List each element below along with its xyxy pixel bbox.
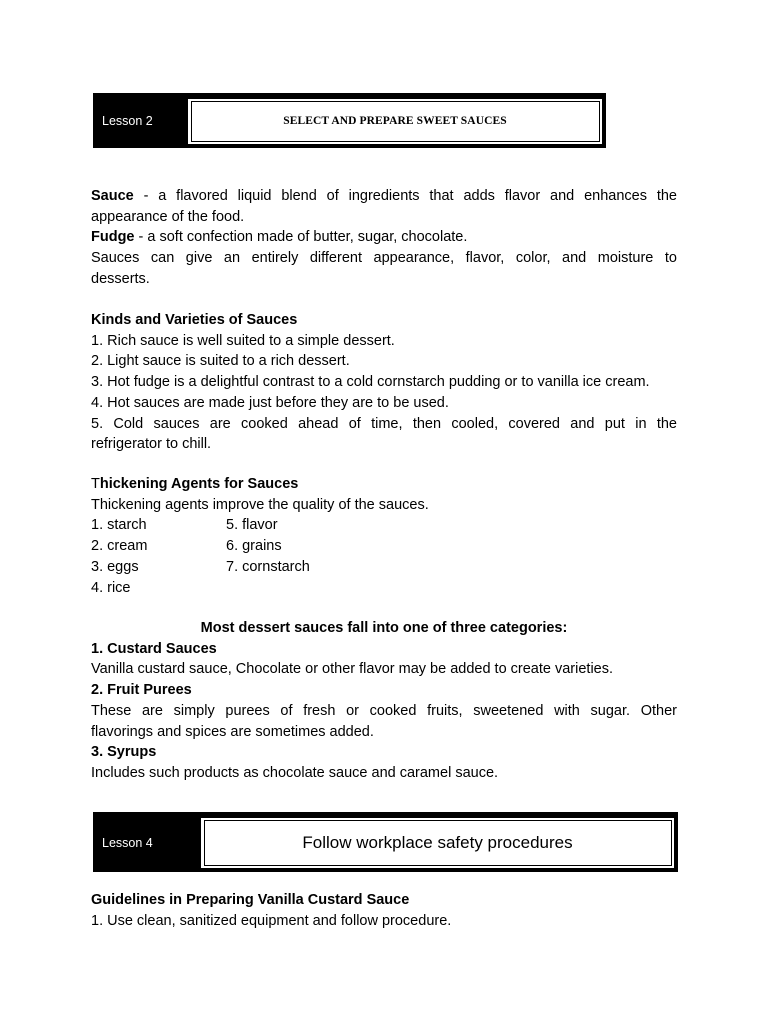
list-item: 1. Rich sauce is well suited to a simple dessert. [91,332,395,349]
agent-row [91,557,677,578]
sauces-line2: desserts. [91,270,150,287]
sauce-term: Sauce [91,188,134,204]
syrups-text: Includes such products as chocolate sauce and caramel sauce. [91,764,499,781]
thickening-section [91,474,677,598]
agent-row [91,578,677,599]
lesson-2-label: Lesson 2 [102,114,153,129]
lesson-4-banner [93,812,678,872]
custard-title: 1. Custard Sauces [91,640,217,657]
lesson-2-title-box [186,96,605,147]
syrups-title: 3. Syrups [91,744,157,761]
sauce-def-line2: appearance of the food. [91,208,245,225]
agent-right: 6. grains [226,538,282,555]
agent-row [91,515,677,536]
fruit-title: 2. Fruit Purees [91,682,192,699]
sauce-definition [91,186,677,207]
list-item: 2. Light sauce is suited to a rich dessert. [91,353,350,370]
categories-heading: Most dessert sauces fall into one of three categories: [200,620,568,636]
agent-left: 2. cream [91,538,148,555]
thickening-intro: Thickening agents improve the quality of the sauces. [91,496,429,513]
agent-row [91,536,677,557]
fudge-def: - a soft confection made of butter, sugar, chocolate. [134,229,468,246]
categories-section [91,618,677,784]
sauces-line1: Sauces can give an entirely different appearance, flavor, color, and moisture to [91,250,677,267]
agent-left: 4. rice [91,579,131,596]
lesson-4-label: Lesson 4 [102,835,153,850]
thickening-heading-first: T [91,476,100,492]
fruit-line2: flavorings and spices are sometimes added. [91,723,374,740]
lesson-4-label-box [94,815,199,871]
agent-left: 1. starch [91,517,147,534]
agent-right: 7. cornstarch [226,558,310,575]
definitions-section [91,186,677,290]
lesson-2-banner [93,93,606,148]
lesson-4-title: Follow workplace safety procedures [302,832,573,852]
sauce-def-line1: - a flavored liquid blend of ingredients that adds flavor and enhances the [133,188,677,204]
custard-text: Vanilla custard sauce, Chocolate or other flavor may be added to create varieties. [91,661,614,678]
guidelines-item: 1. Use clean, sanitized equipment and follow procedure. [91,912,452,929]
agent-right: 5. flavor [226,517,278,534]
list-item: 4. Hot sauces are made just before they are to be used. [91,394,449,411]
lesson-2-title: SELECT AND PREPARE SWEET SAUCES [283,115,507,128]
fudge-term: Fudge [91,229,135,246]
agent-left: 3. eggs [91,558,139,575]
thickening-heading [91,474,677,495]
kinds-heading: Kinds and Varieties of Sauces [91,312,298,328]
fudge-definition [91,227,677,248]
list-item: 3. Hot fudge is a delightful contrast to a cold cornstarch pudding or to vanilla ice cream. [91,374,650,391]
thickening-heading-rest: hickening Agents for Sauces [99,476,299,492]
guidelines-heading: Guidelines in Preparing Vanilla Custard Sauce [91,892,410,908]
list-item: 5. Cold sauces are cooked ahead of time, then cooled, covered and put in the [91,415,677,432]
lesson-4-title-box [199,815,677,871]
guidelines-section [91,890,677,931]
lesson-2-label-box [94,96,186,147]
list-item-continued: refrigerator to chill. [91,436,212,453]
kinds-section [91,310,677,455]
fruit-line1: These are simply purees of fresh or cooked fruits, sweetened with sugar. Other [91,702,677,719]
